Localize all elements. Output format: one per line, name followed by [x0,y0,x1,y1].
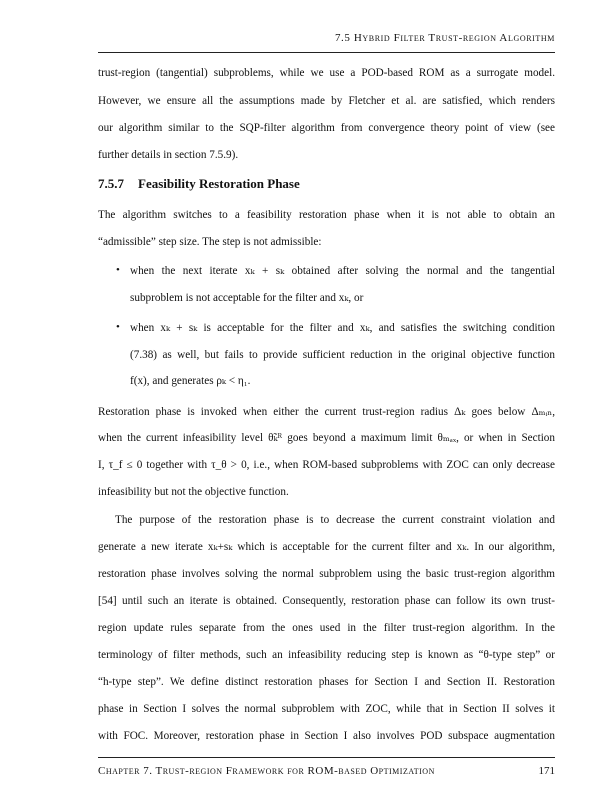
text-line: f(x), and generates ρₖ < η₁. [130,375,251,387]
text-line: “admissible” step size. The step is not admissible: [98,236,322,248]
text-line: Restoration phase is invoked when either the current trust-region radius Δₖ goes below Δₘᵢₙ, [98,406,555,418]
section-title: Feasibility Restoration Phase [138,176,300,191]
bullet-icon: • [116,264,120,276]
text-line: region update rules separate from the ones used in the filter trust-region algorithm. In the [98,622,555,634]
text-line: The algorithm switches to a feasibility restoration phase when it is not able to obtain an [98,209,555,221]
text-line: subproblem is not acceptable for the filter and xₖ, or [130,292,364,304]
bullet-icon: • [116,321,120,333]
text-line: when the next iterate xₖ + sₖ obtained after solving the normal and the tangential [130,265,555,277]
text-line: (7.38) as well, but fails to provide sufficient reduction in the original objective function [130,349,555,361]
text-line: infeasibility but not the objective function. [98,486,289,498]
text-line: further details in section 7.5.9). [98,149,239,161]
footer-rule [98,757,555,758]
text-line: our algorithm similar to the SQP-filter algorithm from convergence theory point of view (see [98,122,555,134]
text-line: with FOC. Moreover, restoration phase in Section I also involves POD subspace augmentation [98,730,555,742]
text-line: when the current infeasibility level θ̃ₖᴿ goes beyond a maximum limit θₘₐₓ, or when in Section [98,432,555,444]
text-line: terminology of filter methods, such an infeasibility reducing step is known as “θ-type step” or [98,649,555,661]
text-line: [54] until such an iterate is obtained. Consequently, restoration phase can follow its own trust- [98,595,555,607]
page-number: 171 [538,765,555,777]
text-line: when xₖ + sₖ is acceptable for the filter and xₖ, and satisfies the switching condition [130,322,555,334]
section-heading [98,176,314,192]
text-line: “h-type step”. We define distinct restoration phases for Section I and Section II. Restoration [98,676,555,688]
text-line: I, τ_f ≤ 0 together with τ_θ > 0, i.e., when ROM-based subproblems with ZOC can only decrease [98,459,555,471]
text-line: phase in Section I solves the normal subproblem with ZOC, while that in Section II solves it [98,703,555,715]
section-number: 7.5.7 [98,176,124,191]
running-footer: Chapter 7. Trust-region Framework for ROM-based Optimization [98,765,435,777]
text-line: However, we ensure all the assumptions made by Fletcher et al. are satisfied, which renders [98,95,555,107]
running-header: 7.5 Hybrid Filter Trust-region Algorithm [334,32,555,44]
text-line: The purpose of the restoration phase is to decrease the current constraint violation and [115,514,555,526]
header-rule [98,52,555,53]
text-line: trust-region (tangential) subproblems, while we use a POD-based ROM as a surrogate model. [98,67,555,79]
text-line: generate a new iterate xₖ+sₖ which is acceptable for the current filter and xₖ. In our algorithm, [98,541,555,553]
text-line: restoration phase involves solving the normal subproblem using the basic trust-region algorithm [98,568,555,580]
